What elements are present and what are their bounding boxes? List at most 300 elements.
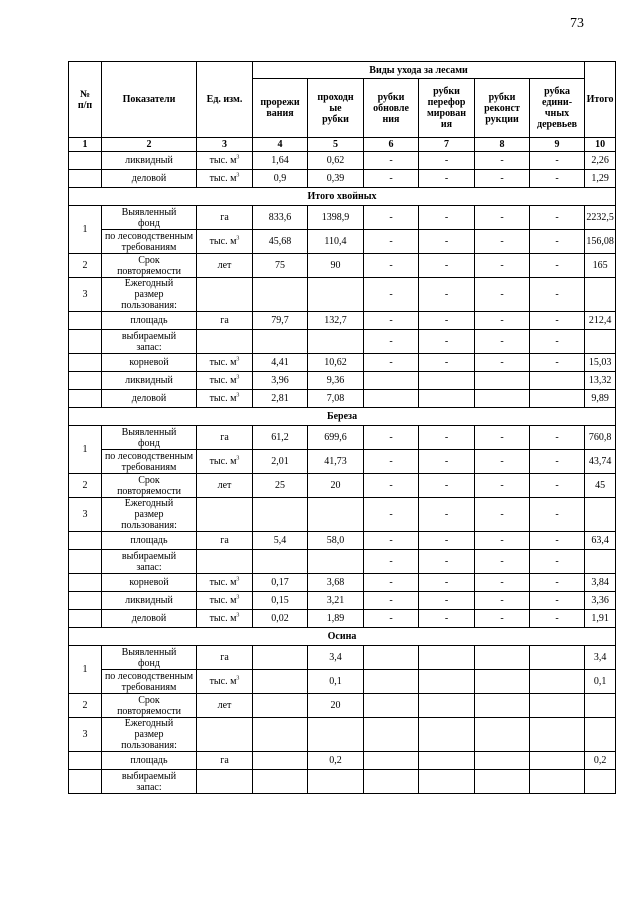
value-cell: 20 xyxy=(308,694,364,718)
unit-text: тыс. м xyxy=(209,357,237,368)
value-cell: - xyxy=(364,532,419,550)
total-cell: 43,74 xyxy=(585,450,616,474)
value-cell: - xyxy=(475,278,530,312)
value-cell: - xyxy=(419,230,475,254)
value-cell: - xyxy=(475,610,530,628)
table-row xyxy=(69,694,616,718)
row-number: 3 xyxy=(69,498,102,532)
value-cell: - xyxy=(475,426,530,450)
unit-cell xyxy=(197,646,253,670)
total-cell: 3,4 xyxy=(585,646,616,670)
unit-text: лет xyxy=(217,480,232,491)
indicator-label: выбираемый запас: xyxy=(102,550,197,574)
value-cell xyxy=(419,670,475,694)
value-cell: - xyxy=(475,230,530,254)
header-row-1 xyxy=(69,62,616,79)
value-cell: - xyxy=(475,498,530,532)
indicator-label: по лесоводственным требованиям xyxy=(102,230,197,254)
table-row xyxy=(69,312,616,330)
value-cell: - xyxy=(364,152,419,170)
value-cell xyxy=(364,372,419,390)
unit-exponent: 3 xyxy=(236,154,240,161)
table-row xyxy=(69,532,616,550)
row-number: 3 xyxy=(69,278,102,312)
unit-text: га xyxy=(220,212,229,223)
value-cell: - xyxy=(530,426,585,450)
value-cell xyxy=(253,278,308,312)
unit-text: тыс. м xyxy=(209,456,237,467)
value-cell xyxy=(253,694,308,718)
value-cell: - xyxy=(419,170,475,188)
total-cell xyxy=(585,694,616,718)
table-row xyxy=(69,574,616,592)
indicator-label: Ежегодный размер пользования: xyxy=(102,718,197,752)
value-cell: - xyxy=(530,532,585,550)
table-row xyxy=(69,278,616,312)
value-cell xyxy=(253,718,308,752)
unit-cell xyxy=(197,354,253,372)
unit-cell xyxy=(197,206,253,230)
unit-cell xyxy=(197,670,253,694)
value-cell: - xyxy=(475,312,530,330)
value-cell: - xyxy=(530,206,585,230)
unit-cell xyxy=(197,390,253,408)
unit-cell xyxy=(197,592,253,610)
section-title: Береза xyxy=(69,408,616,426)
value-cell: - xyxy=(475,152,530,170)
value-cell: - xyxy=(419,610,475,628)
unit-cell xyxy=(197,574,253,592)
value-cell: 1398,9 xyxy=(308,206,364,230)
header-num: № п/п xyxy=(69,62,102,138)
value-cell: - xyxy=(364,450,419,474)
value-cell xyxy=(364,770,419,794)
row-number: 1 xyxy=(69,426,102,474)
value-cell xyxy=(419,390,475,408)
unit-text: тыс. м xyxy=(209,595,237,606)
indicator-label: площадь xyxy=(102,532,197,550)
value-cell: - xyxy=(364,278,419,312)
value-cell: 132,7 xyxy=(308,312,364,330)
unit-exponent: 3 xyxy=(236,675,240,682)
col-number: 1 xyxy=(69,138,102,152)
value-cell: - xyxy=(530,152,585,170)
section-title: Итого хвойных xyxy=(69,188,616,206)
header-pass-cutting: проходн ые рубки xyxy=(308,79,364,138)
value-cell: 90 xyxy=(308,254,364,278)
total-cell: 3,84 xyxy=(585,574,616,592)
value-cell: - xyxy=(419,354,475,372)
value-cell xyxy=(475,752,530,770)
value-cell xyxy=(253,752,308,770)
value-cell: 61,2 xyxy=(253,426,308,450)
unit-cell xyxy=(197,474,253,498)
total-cell: 165 xyxy=(585,254,616,278)
value-cell: 2,01 xyxy=(253,450,308,474)
indicator-label: по лесоводственным требованиям xyxy=(102,450,197,474)
value-cell: - xyxy=(364,592,419,610)
value-cell: 20 xyxy=(308,474,364,498)
value-cell: - xyxy=(419,498,475,532)
indicator-label: Срок повторяемости xyxy=(102,474,197,498)
unit-cell xyxy=(197,426,253,450)
total-cell: 2232,5 xyxy=(585,206,616,230)
value-cell: 79,7 xyxy=(253,312,308,330)
value-cell xyxy=(364,646,419,670)
unit-cell xyxy=(197,152,253,170)
unit-cell xyxy=(197,694,253,718)
value-cell: - xyxy=(475,574,530,592)
col-number: 10 xyxy=(585,138,616,152)
col-number: 2 xyxy=(102,138,197,152)
header-total: Итого xyxy=(585,62,616,138)
value-cell xyxy=(475,694,530,718)
unit-cell xyxy=(197,498,253,532)
row-number xyxy=(69,312,102,330)
value-cell: - xyxy=(530,170,585,188)
value-cell xyxy=(253,670,308,694)
table-row xyxy=(69,718,616,752)
unit-text: лет xyxy=(217,700,232,711)
value-cell xyxy=(530,752,585,770)
unit-cell xyxy=(197,170,253,188)
row-number xyxy=(69,390,102,408)
table-row xyxy=(69,390,616,408)
row-number: 1 xyxy=(69,206,102,254)
value-cell xyxy=(253,646,308,670)
col-number: 6 xyxy=(364,138,419,152)
indicator-label: Выявленный фонд xyxy=(102,426,197,450)
value-cell: - xyxy=(419,474,475,498)
value-cell: 10,62 xyxy=(308,354,364,372)
indicator-label: Ежегодный размер пользования: xyxy=(102,278,197,312)
value-cell: - xyxy=(419,278,475,312)
total-cell xyxy=(585,718,616,752)
section-row xyxy=(69,628,616,646)
value-cell xyxy=(308,718,364,752)
unit-text: тыс. м xyxy=(209,375,237,386)
value-cell: 0,9 xyxy=(253,170,308,188)
value-cell: - xyxy=(419,152,475,170)
value-cell: 2,81 xyxy=(253,390,308,408)
value-cell xyxy=(475,646,530,670)
unit-cell xyxy=(197,718,253,752)
total-cell xyxy=(585,770,616,794)
indicator-label: Выявленный фонд xyxy=(102,206,197,230)
indicator-label: ликвидный xyxy=(102,372,197,390)
header-indicators: Показатели xyxy=(102,62,197,138)
value-cell: - xyxy=(475,532,530,550)
col-number: 7 xyxy=(419,138,475,152)
value-cell: - xyxy=(419,426,475,450)
table-row xyxy=(69,752,616,770)
row-number: 3 xyxy=(69,718,102,752)
unit-exponent: 3 xyxy=(236,356,240,363)
total-cell: 156,08 xyxy=(585,230,616,254)
value-cell xyxy=(530,694,585,718)
value-cell xyxy=(530,770,585,794)
value-cell: 1,89 xyxy=(308,610,364,628)
unit-text: га xyxy=(220,755,229,766)
header-unit: Ед. изм. xyxy=(197,62,253,138)
value-cell xyxy=(419,646,475,670)
value-cell: - xyxy=(364,230,419,254)
value-cell: - xyxy=(364,574,419,592)
value-cell xyxy=(364,752,419,770)
header-reformation-cutting: рубки перефор мирован ия xyxy=(419,79,475,138)
unit-text: га xyxy=(220,652,229,663)
value-cell: - xyxy=(475,330,530,354)
row-number xyxy=(69,372,102,390)
value-cell: - xyxy=(530,474,585,498)
value-cell xyxy=(419,752,475,770)
value-cell: - xyxy=(364,312,419,330)
total-cell xyxy=(585,278,616,312)
unit-exponent: 3 xyxy=(236,455,240,462)
indicator-label: деловой xyxy=(102,390,197,408)
unit-text: тыс. м xyxy=(209,236,237,247)
value-cell xyxy=(253,770,308,794)
row-number xyxy=(69,152,102,170)
header-group: Виды ухода за лесами xyxy=(253,62,585,79)
value-cell: 0,15 xyxy=(253,592,308,610)
row-number xyxy=(69,354,102,372)
value-cell: 4,41 xyxy=(253,354,308,372)
value-cell: 699,6 xyxy=(308,426,364,450)
indicator-label: корневой xyxy=(102,354,197,372)
value-cell: - xyxy=(419,206,475,230)
column-numbers-row xyxy=(69,138,616,152)
section-row xyxy=(69,408,616,426)
col-number: 9 xyxy=(530,138,585,152)
table-row xyxy=(69,592,616,610)
value-cell: - xyxy=(419,532,475,550)
value-cell: - xyxy=(530,278,585,312)
value-cell: - xyxy=(530,254,585,278)
unit-text: га xyxy=(220,315,229,326)
unit-cell xyxy=(197,372,253,390)
header-reconstruction-cutting: рубки реконст рукции xyxy=(475,79,530,138)
value-cell: - xyxy=(475,450,530,474)
value-cell xyxy=(308,330,364,354)
value-cell: - xyxy=(530,498,585,532)
value-cell: - xyxy=(475,550,530,574)
value-cell: - xyxy=(364,170,419,188)
total-cell: 13,32 xyxy=(585,372,616,390)
indicator-label: Срок повторяемости xyxy=(102,254,197,278)
total-cell: 0,2 xyxy=(585,752,616,770)
row-number: 2 xyxy=(69,254,102,278)
value-cell: - xyxy=(530,450,585,474)
value-cell: - xyxy=(419,574,475,592)
value-cell: - xyxy=(475,254,530,278)
value-cell: 7,08 xyxy=(308,390,364,408)
total-cell: 0,1 xyxy=(585,670,616,694)
value-cell: - xyxy=(419,312,475,330)
unit-exponent: 3 xyxy=(236,612,240,619)
section-row xyxy=(69,188,616,206)
unit-cell xyxy=(197,450,253,474)
header-single-tree-cutting: рубка едини- чных деревьев xyxy=(530,79,585,138)
value-cell: - xyxy=(530,592,585,610)
table-row xyxy=(69,330,616,354)
value-cell xyxy=(530,390,585,408)
row-number xyxy=(69,592,102,610)
unit-text: тыс. м xyxy=(209,393,237,404)
indicator-label: площадь xyxy=(102,312,197,330)
value-cell xyxy=(530,646,585,670)
unit-exponent: 3 xyxy=(236,374,240,381)
value-cell: - xyxy=(364,330,419,354)
row-number xyxy=(69,532,102,550)
value-cell: 0,17 xyxy=(253,574,308,592)
value-cell: - xyxy=(475,592,530,610)
total-cell: 3,36 xyxy=(585,592,616,610)
value-cell: - xyxy=(530,330,585,354)
indicator-label: по лесоводственным требованиям xyxy=(102,670,197,694)
unit-text: га xyxy=(220,432,229,443)
unit-exponent: 3 xyxy=(236,235,240,242)
value-cell: 0,02 xyxy=(253,610,308,628)
header-thinning: прорежи вания xyxy=(253,79,308,138)
unit-exponent: 3 xyxy=(236,392,240,399)
row-number xyxy=(69,574,102,592)
value-cell: - xyxy=(364,474,419,498)
total-cell: 15,03 xyxy=(585,354,616,372)
indicator-label: площадь xyxy=(102,752,197,770)
total-cell: 45 xyxy=(585,474,616,498)
col-number: 8 xyxy=(475,138,530,152)
row-number xyxy=(69,170,102,188)
value-cell xyxy=(253,330,308,354)
value-cell: 25 xyxy=(253,474,308,498)
table-row xyxy=(69,450,616,474)
unit-text: тыс. м xyxy=(209,155,237,166)
indicator-label: Выявленный фонд xyxy=(102,646,197,670)
value-cell: 5,4 xyxy=(253,532,308,550)
col-number: 3 xyxy=(197,138,253,152)
value-cell: 45,68 xyxy=(253,230,308,254)
value-cell xyxy=(253,498,308,532)
value-cell xyxy=(530,718,585,752)
value-cell: - xyxy=(475,474,530,498)
table-row xyxy=(69,206,616,230)
unit-cell xyxy=(197,254,253,278)
value-cell: 0,62 xyxy=(308,152,364,170)
table-row xyxy=(69,230,616,254)
value-cell: 58,0 xyxy=(308,532,364,550)
indicator-label: ликвидный xyxy=(102,592,197,610)
unit-text: тыс. м xyxy=(209,577,237,588)
unit-cell xyxy=(197,610,253,628)
unit-text: га xyxy=(220,535,229,546)
unit-exponent: 3 xyxy=(236,172,240,179)
value-cell xyxy=(308,550,364,574)
row-number: 2 xyxy=(69,694,102,718)
value-cell xyxy=(253,550,308,574)
indicator-label: Ежегодный размер пользования: xyxy=(102,498,197,532)
unit-text: тыс. м xyxy=(209,613,237,624)
value-cell: 0,39 xyxy=(308,170,364,188)
value-cell: 0,1 xyxy=(308,670,364,694)
value-cell: 9,36 xyxy=(308,372,364,390)
unit-cell xyxy=(197,770,253,794)
value-cell xyxy=(530,372,585,390)
indicator-label: деловой xyxy=(102,610,197,628)
total-cell: 2,26 xyxy=(585,152,616,170)
table-row xyxy=(69,170,616,188)
value-cell xyxy=(419,770,475,794)
total-cell: 1,29 xyxy=(585,170,616,188)
table-row xyxy=(69,610,616,628)
value-cell: - xyxy=(530,550,585,574)
value-cell: - xyxy=(364,498,419,532)
value-cell xyxy=(475,670,530,694)
value-cell xyxy=(530,670,585,694)
unit-cell xyxy=(197,330,253,354)
total-cell: 760,8 xyxy=(585,426,616,450)
value-cell: 0,2 xyxy=(308,752,364,770)
value-cell xyxy=(364,718,419,752)
header-renewal-cutting: рубки обновле ния xyxy=(364,79,419,138)
value-cell: - xyxy=(364,426,419,450)
unit-cell xyxy=(197,278,253,312)
value-cell: 833,6 xyxy=(253,206,308,230)
unit-exponent: 3 xyxy=(236,576,240,583)
table-row xyxy=(69,254,616,278)
value-cell: - xyxy=(530,610,585,628)
value-cell: - xyxy=(530,354,585,372)
unit-text: тыс. м xyxy=(209,676,237,687)
row-number: 1 xyxy=(69,646,102,694)
value-cell xyxy=(308,278,364,312)
total-cell xyxy=(585,550,616,574)
value-cell xyxy=(419,694,475,718)
total-cell xyxy=(585,498,616,532)
value-cell: - xyxy=(364,354,419,372)
col-number: 5 xyxy=(308,138,364,152)
value-cell: - xyxy=(419,254,475,278)
row-number xyxy=(69,550,102,574)
table-row xyxy=(69,550,616,574)
value-cell: - xyxy=(419,592,475,610)
value-cell: - xyxy=(364,610,419,628)
table-row xyxy=(69,670,616,694)
indicator-label: ликвидный xyxy=(102,152,197,170)
section-title: Осина xyxy=(69,628,616,646)
col-number: 4 xyxy=(253,138,308,152)
unit-cell xyxy=(197,550,253,574)
value-cell: - xyxy=(475,354,530,372)
value-cell: - xyxy=(364,254,419,278)
value-cell: 3,96 xyxy=(253,372,308,390)
indicator-label: выбираемый запас: xyxy=(102,770,197,794)
value-cell: - xyxy=(364,550,419,574)
table-row xyxy=(69,372,616,390)
indicator-label: деловой xyxy=(102,170,197,188)
table-row xyxy=(69,498,616,532)
unit-cell xyxy=(197,230,253,254)
total-cell: 9,89 xyxy=(585,390,616,408)
table-row xyxy=(69,354,616,372)
value-cell xyxy=(308,498,364,532)
value-cell: 3,4 xyxy=(308,646,364,670)
row-number xyxy=(69,610,102,628)
unit-cell xyxy=(197,312,253,330)
unit-cell xyxy=(197,532,253,550)
value-cell xyxy=(308,770,364,794)
table-row xyxy=(69,770,616,794)
